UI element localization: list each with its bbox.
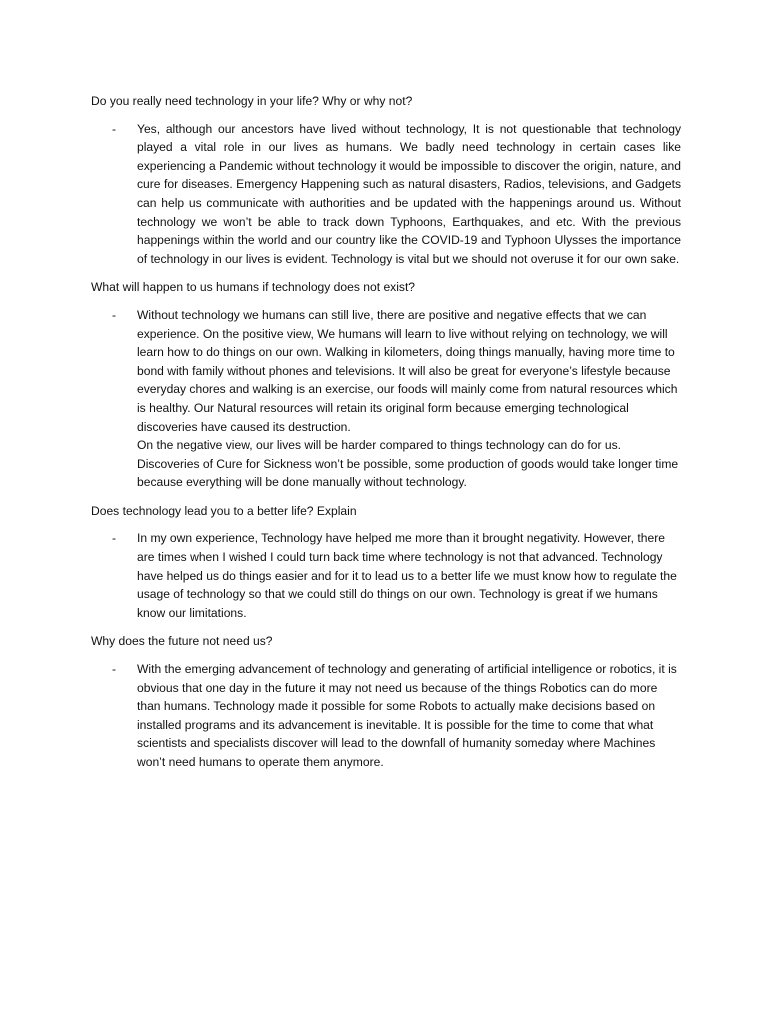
- answer-paragraph: In my own experience, Technology have helped me more than it brought negativity. However, there are times when I wished I could turn back time where technology is not that advanced. Technology have helped us do things easier and for it to lead us to a better life we must know how to regulate the usage of technology so that we could still do things on our own. Technology is great if we humans know our limitations.: [137, 531, 677, 620]
- bullet-dash: -: [112, 307, 117, 322]
- answer-paragraph: Without technology we humans can still live, there are positive and negative effects that we can experience. On the positive view, We humans will learn to live without relying on technology, we will learn how to do things on our own. Walking in kilometers, doing things manually, having more time to bond with family without phones and televisions. It will also be great for everyone’s lifestyle because everyday chores and walking is an exercise, our foods will mainly come from natural resources which is healthy. Our Natural resources will retain its original form because emerging technological discoveries have caused its destruction.: [137, 307, 678, 434]
- answer-list-item: [91, 660, 681, 772]
- question-heading: Why does the future not need us?: [91, 634, 273, 649]
- answer-paragraph: With the emerging advancement of technology and generating of artificial intelligence or robotics, it is obvious that one day in the future it may not need us because of the things Robotics can do more than humans. Technology made it possible for some Robots to actually make decisions based on installed programs and its advancement is inevitable. It is possible for the time to come that what scientists and specialists discover will lead to the downfall of humanity someday where Machines won’t need humans to operate them anymore.: [137, 662, 677, 769]
- bullet-dash: -: [112, 662, 117, 677]
- question-heading: What will happen to us humans if technology does not exist?: [91, 280, 416, 295]
- answer-paragraph: Yes, although our ancestors have lived without technology, It is not questionable that technology played a vital role in our lives as humans. We badly need technology in certain cases like experiencing a Pandemic without technology it would be impossible to discover the origin, nature, and cure for diseases. Emergency Happening such as natural disasters, Radios, televisions, and Gadgets can help us communicate with authorities and be updated with the happenings around us. Without technology we won’t be able to track down Typhoons, Earthquakes, and etc. With the previous happenings within the world and our country like the COVID-19 and Typhoon Ulysses the importance of technology in our lives is evident. Technology is vital but we should not overuse it for our own sake.: [137, 121, 681, 266]
- question-heading: Do you really need technology in your life? Why or why not?: [91, 94, 413, 108]
- question-heading: Does technology lead you to a better life? Explain: [91, 503, 357, 518]
- answer-list-item: [91, 529, 681, 622]
- document-body: [91, 92, 681, 782]
- bullet-dash: -: [112, 121, 117, 136]
- bullet-dash: -: [112, 531, 117, 546]
- answer-paragraph: On the negative view, our lives will be harder compared to things technology can do for us. Discoveries of Cure for Sickness won’t be possible, some production of goods would take longer time because everything will be done manually without technology.: [137, 438, 679, 490]
- answer-list-item: [91, 306, 681, 492]
- answer-list-item: [91, 120, 681, 269]
